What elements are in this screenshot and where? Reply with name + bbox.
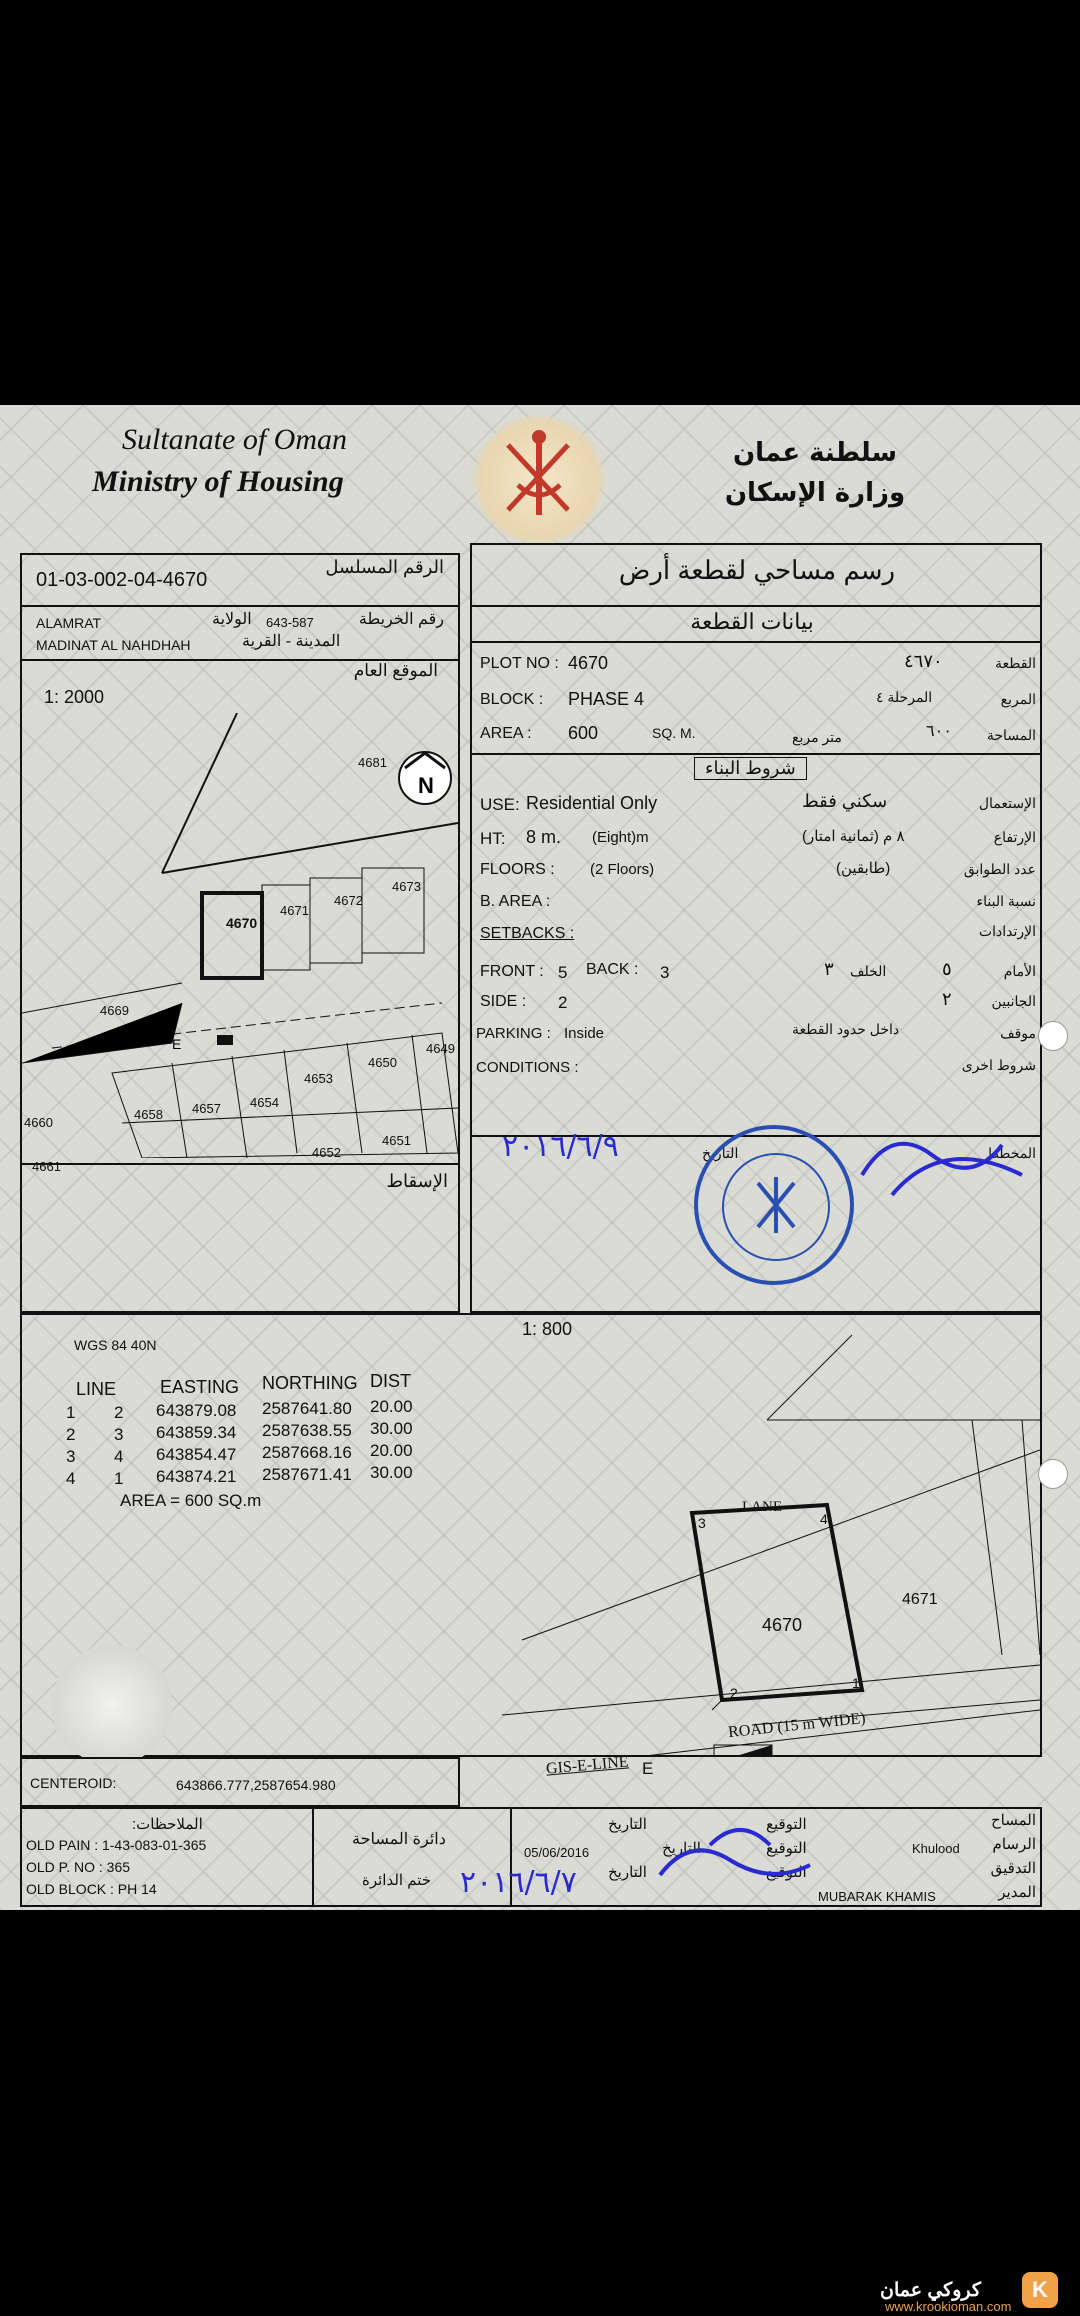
- row-4-dist: 30.00: [370, 1463, 413, 1482]
- planner-signature: [852, 1115, 1032, 1215]
- row-3-northing: 2587668.16: [262, 1443, 352, 1462]
- row-2-to: 3: [114, 1425, 124, 1444]
- height-value: 8 m.: [526, 827, 562, 847]
- checker-signature-ar: التوقيع: [766, 1864, 807, 1881]
- use-label: USE:: [480, 795, 520, 814]
- conditions-label: CONDITIONS :: [476, 1059, 579, 1076]
- block-ar-label: المربع: [1000, 691, 1036, 707]
- row-4-from: 4: [66, 1469, 76, 1488]
- plot-no-ar-label: القطعة: [995, 655, 1036, 671]
- height-label: HT:: [480, 829, 506, 848]
- oman-emblem: [468, 415, 610, 545]
- back-ar-label: الخلف: [850, 963, 887, 979]
- road-label: ROAD (15 m WIDE): [727, 1709, 867, 1742]
- side-value: 2: [558, 993, 568, 1012]
- punch-hole-top: [1038, 1021, 1068, 1051]
- key-plot-4671: 4671: [280, 903, 309, 918]
- director-name: MUBARAK KHAMIS: [818, 1889, 936, 1904]
- building-conditions-ar: شروط البناء: [694, 757, 807, 780]
- parking-ar-value: داخل حدود القطعة: [792, 1021, 900, 1037]
- drafter-ar: الرسام: [992, 1836, 1036, 1853]
- key-plot-4653: 4653: [304, 1071, 333, 1086]
- block-value: PHASE 4: [568, 689, 645, 709]
- survey-dept-ar: دائرة المساحة: [352, 1831, 446, 1848]
- back-ar-value: ٣: [824, 959, 834, 979]
- row-1-easting: 643879.08: [156, 1401, 237, 1420]
- parking-label: PARKING :: [476, 1025, 551, 1042]
- key-plot-4660: 4660: [24, 1115, 53, 1130]
- back-value: 3: [660, 963, 670, 982]
- setbacks-label: SETBACKS :: [480, 925, 575, 942]
- setbacks-ar-label: الإرتدادات: [978, 923, 1036, 939]
- area-unit: SQ. M.: [652, 725, 696, 741]
- embossed-seal: [52, 1645, 172, 1765]
- key-map-scale: 1: 2000: [44, 687, 105, 707]
- area-label: AREA :: [480, 725, 532, 742]
- doc-title-ar: رسم مساحي لقطعة أرض: [618, 555, 896, 585]
- corner-1: 1: [852, 1675, 860, 1691]
- col-easting: EASTING: [160, 1377, 240, 1397]
- row-1-northing: 2587641.80: [262, 1399, 352, 1418]
- back-label: BACK :: [586, 961, 639, 978]
- row-2-dist: 30.00: [370, 1419, 413, 1438]
- row-2-northing: 2587638.55: [262, 1421, 352, 1440]
- map-number: 643-587: [266, 615, 314, 630]
- key-plot-4652: 4652: [312, 1145, 341, 1160]
- planner-handwritten-date: ٢٠١٦/٦/٩: [502, 1129, 619, 1164]
- plot-data-title-ar: بيانات القطعة: [690, 609, 814, 634]
- svg-text:E: E: [172, 1036, 182, 1052]
- row-3-to: 4: [114, 1447, 124, 1466]
- use-ar-value: سكني فقط: [802, 791, 888, 811]
- survey-scale: 1: 800: [522, 1319, 573, 1339]
- key-plot-4651: 4651: [382, 1133, 411, 1148]
- area-ar-value: ٦٠٠: [926, 723, 952, 740]
- side-ar-value: ٢: [942, 989, 952, 1009]
- parking-value: Inside: [564, 1025, 605, 1042]
- floors-label: FLOORS :: [480, 861, 555, 878]
- use-value: Residential Only: [526, 793, 658, 813]
- row-2-easting: 643859.34: [156, 1423, 237, 1442]
- checker-date-ar: التاريخ: [608, 1864, 647, 1881]
- draft-date: 05/06/2016: [524, 1845, 590, 1860]
- surveyor-date-ar: التاريخ: [608, 1816, 647, 1833]
- key-plot-4649: 4649: [426, 1041, 455, 1056]
- floors-ar-value: (طابقين): [836, 860, 891, 877]
- krooki-logo-icon: K: [1022, 2272, 1058, 2308]
- key-plot-4670: 4670: [226, 915, 258, 931]
- planner-ar-label: المخطط: [985, 1145, 1036, 1161]
- key-plot-4681: 4681: [358, 755, 387, 770]
- serial-number: 01-03-002-04-4670: [36, 569, 208, 591]
- header-ar-title: سلطنة عمان وزارة الإسكان: [724, 438, 906, 508]
- projection-ar: الإسقاط: [386, 1171, 448, 1191]
- land-plot-document: [0, 405, 1080, 1910]
- corner-4: 4: [820, 1511, 828, 1527]
- row-3-from: 3: [66, 1447, 76, 1466]
- floors-ar-label: عدد الطوابق: [963, 861, 1036, 877]
- use-ar-label: الإستعمال: [978, 795, 1036, 811]
- key-plot-4669: 4669: [100, 1003, 129, 1018]
- height-ar-value: ٨ م (ثمانية امتار): [802, 828, 905, 845]
- ministry-stamp: [694, 1125, 854, 1285]
- director-ar: المدير: [998, 1884, 1036, 1901]
- serial-label-ar: الرقم المسلسل: [325, 557, 444, 577]
- wilayat-en: ALAMRAT: [36, 615, 102, 631]
- row-3-easting: 643854.47: [156, 1445, 237, 1464]
- footer-signature: [650, 1805, 820, 1895]
- block-ar-value: المرحلة ٤: [876, 689, 933, 705]
- row-2-from: 2: [66, 1425, 76, 1444]
- front-label: FRONT :: [480, 963, 544, 980]
- row-1-to: 2: [114, 1403, 124, 1422]
- header-en-line2: Ministry of Housing: [92, 465, 344, 498]
- drafter-date-ar: التاريخ: [662, 1840, 701, 1857]
- col-dist: DIST: [370, 1371, 412, 1391]
- side-ar-label: الجانبين: [991, 993, 1036, 1009]
- key-map: [22, 713, 458, 1158]
- drafter-name: Khulood: [912, 1841, 960, 1856]
- row-4-to: 1: [114, 1469, 124, 1488]
- plot-no-ar-value: ٤٦٧٠: [904, 651, 943, 671]
- plot-no-value: 4670: [568, 653, 609, 673]
- gis-e-label: E: [642, 1759, 654, 1778]
- front-value: 5: [558, 963, 568, 982]
- old-plot-no: OLD P. NO : 365: [26, 1859, 131, 1875]
- old-block: OLD BLOCK : PH 14: [26, 1881, 157, 1897]
- key-plot-4650: 4650: [368, 1055, 397, 1070]
- site-plot-neighbor: 4671: [902, 1591, 938, 1608]
- key-plot-4672: 4672: [334, 893, 363, 908]
- centroid-value: 643866.777,2587654.980: [176, 1777, 336, 1793]
- floors-value: (2 Floors): [590, 861, 655, 878]
- height-ar-label: الإرتفاع: [993, 829, 1036, 845]
- key-plot-4657: 4657: [192, 1101, 221, 1116]
- front-ar-value: ٥: [942, 959, 952, 979]
- plot-no-label: PLOT NO :: [480, 655, 559, 672]
- centroid-row: [20, 1757, 460, 1807]
- height-words: (Eight)m: [592, 829, 649, 846]
- gis-line-label: GIS-E-LINE: [545, 1753, 630, 1778]
- survey-area: AREA = 600 SQ.m: [120, 1491, 262, 1510]
- side-label: SIDE :: [480, 993, 527, 1010]
- planner-date-ar-label: التاريخ: [702, 1145, 739, 1161]
- footer-handwritten-date: ٢٠١٦/٦/٧: [460, 1865, 577, 1900]
- corner-2: 2: [730, 1685, 738, 1701]
- row-1-dist: 20.00: [370, 1397, 413, 1416]
- map-label-ar: رقم الخريطة: [358, 611, 444, 628]
- drafter-signature-ar: التوقيع: [766, 1840, 807, 1857]
- survey-projection: WGS 84 40N: [74, 1337, 157, 1353]
- row-1-from: 1: [66, 1403, 76, 1422]
- centroid-label: CENTEROID:: [30, 1775, 117, 1791]
- area-ar-unit: متر مربع: [792, 729, 842, 745]
- surveyor-signature-ar: التوقيع: [766, 1816, 807, 1833]
- survey-panel: [20, 1313, 1042, 1778]
- block-label: BLOCK :: [480, 691, 544, 708]
- wilayat-ar: الولاية: [212, 611, 252, 628]
- key-plot-4654: 4654: [250, 1095, 279, 1110]
- village-ar: المدينة - القرية: [242, 633, 341, 650]
- watermark-site-ar: كروكي عمان: [880, 2280, 981, 2301]
- row-4-easting: 643874.21: [156, 1467, 237, 1486]
- key-plot-4661: 4661: [32, 1159, 61, 1174]
- key-plot-4673: 4673: [392, 879, 421, 894]
- key-plot-4658: 4658: [134, 1107, 163, 1122]
- col-northing: NORTHING: [262, 1373, 358, 1393]
- building-area-label: B. AREA :: [480, 893, 551, 910]
- lane-label: LANE: [742, 1499, 782, 1515]
- left-top-panel: [20, 553, 460, 1313]
- building-area-ar-label: نسبة البناء: [976, 893, 1036, 909]
- conditions-ar-label: شروط اخرى: [961, 1057, 1036, 1073]
- checker-ar: التدقيق: [990, 1860, 1036, 1877]
- corner-3: 3: [698, 1515, 706, 1531]
- area-ar-label: المساحة: [986, 727, 1036, 743]
- notes-ar: الملاحظات:: [132, 1816, 203, 1833]
- punch-hole-bottom: [1038, 1459, 1068, 1489]
- surveyor-ar: المساح: [990, 1812, 1036, 1829]
- village-en: MADINAT AL NAHDHAH: [36, 637, 191, 653]
- header-en-line1: Sultanate of Oman: [122, 423, 347, 456]
- svg-text:N: N: [418, 773, 434, 798]
- row-3-dist: 20.00: [370, 1441, 413, 1460]
- row-4-northing: 2587671.41: [262, 1465, 352, 1484]
- front-ar-label: الأمام: [1003, 963, 1036, 979]
- site-plan: [22, 1315, 1040, 1755]
- area-value: 600: [568, 723, 599, 743]
- site-plot-main: 4670: [762, 1615, 803, 1635]
- watermark-site-url: www.krookioman.com: [885, 2299, 1012, 2314]
- location-ar: الموقع العام: [353, 661, 438, 680]
- dept-stamp-ar: ختم الدائرة: [362, 1872, 432, 1889]
- parking-ar-label: موقف: [1000, 1025, 1036, 1041]
- col-line: LINE: [76, 1379, 117, 1399]
- old-pain: OLD PAIN : 1-43-083-01-365: [26, 1837, 207, 1853]
